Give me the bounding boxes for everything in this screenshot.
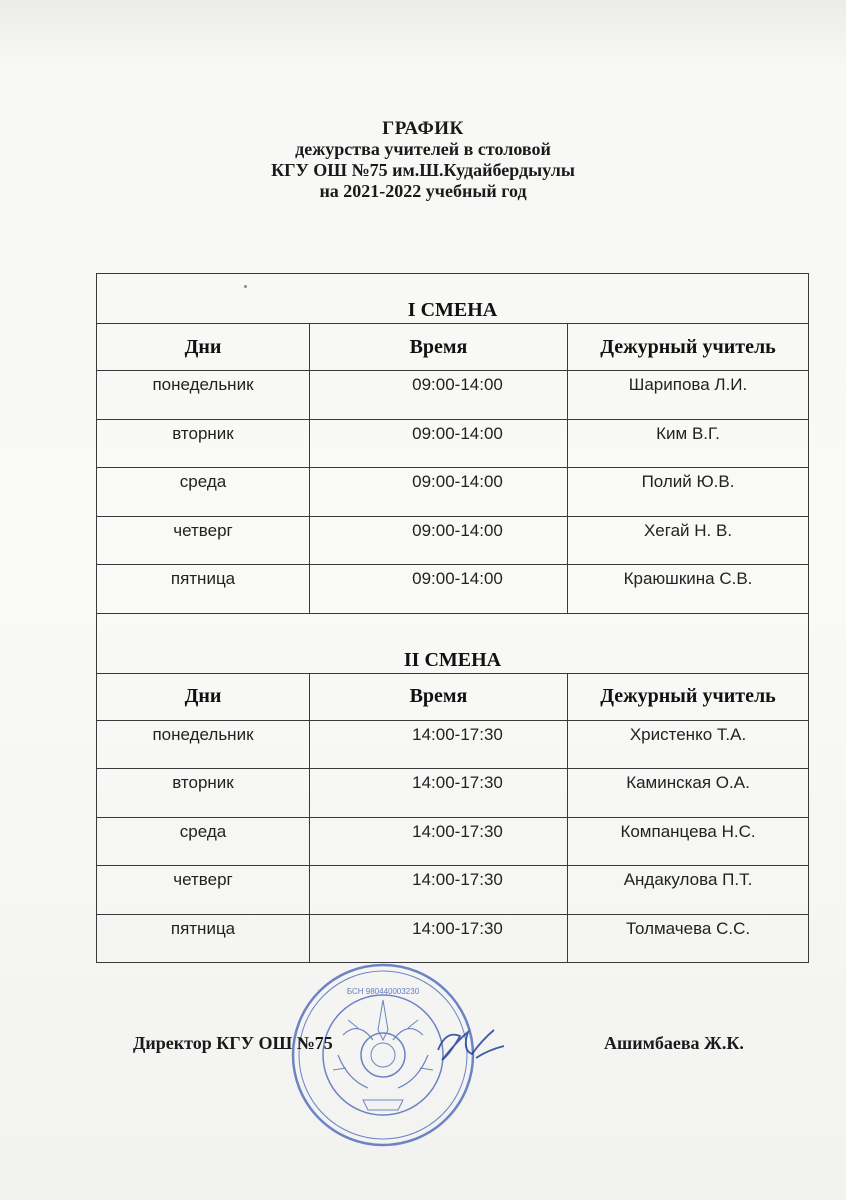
day-cell: среда bbox=[97, 817, 310, 866]
signature-icon bbox=[432, 1010, 512, 1080]
teacher-cell: Ким В.Г. bbox=[568, 419, 809, 468]
academic-year: на 2021-2022 учебный год bbox=[319, 181, 527, 201]
shift2-label: II СМЕНА bbox=[97, 613, 809, 673]
time-cell: 14:00-17:30 bbox=[310, 817, 568, 866]
time-cell: 14:00-17:30 bbox=[310, 866, 568, 915]
day-cell: среда bbox=[97, 468, 310, 517]
table-row bbox=[97, 565, 809, 614]
document-title: ГРАФИК bbox=[382, 118, 464, 139]
day-cell: вторник bbox=[97, 769, 310, 818]
header-time: Время bbox=[310, 324, 568, 371]
time-cell: 14:00-17:30 bbox=[310, 720, 568, 769]
shift2-column-headers bbox=[97, 673, 809, 720]
table-row bbox=[97, 914, 809, 963]
time-cell: 09:00-14:00 bbox=[310, 516, 568, 565]
teacher-cell: Толмачева С.С. bbox=[568, 914, 809, 963]
header-time: Время bbox=[310, 673, 568, 720]
teacher-cell: Компанцева Н.С. bbox=[568, 817, 809, 866]
table-row bbox=[97, 468, 809, 517]
teacher-cell: Шарипова Л.И. bbox=[568, 371, 809, 420]
shift1-column-headers bbox=[97, 324, 809, 371]
seal-text: БСН 980440003230 bbox=[346, 987, 420, 996]
header-days: Дни bbox=[97, 324, 310, 371]
header-teacher: Дежурный учитель bbox=[568, 673, 809, 720]
day-cell: четверг bbox=[97, 866, 310, 915]
shift1-header-row bbox=[97, 274, 809, 324]
header-teacher: Дежурный учитель bbox=[568, 324, 809, 371]
day-cell: понедельник bbox=[97, 720, 310, 769]
document-subtitle: дежурства учителей в столовой bbox=[295, 139, 551, 159]
duty-schedule-table bbox=[96, 273, 809, 963]
header-days: Дни bbox=[97, 673, 310, 720]
table-row bbox=[97, 817, 809, 866]
table-row bbox=[97, 516, 809, 565]
table-row bbox=[97, 866, 809, 915]
teacher-cell: Андакулова П.Т. bbox=[568, 866, 809, 915]
school-name: КГУ ОШ №75 им.Ш.Кудайбердыулы bbox=[271, 160, 575, 180]
time-cell: 14:00-17:30 bbox=[310, 914, 568, 963]
day-cell: вторник bbox=[97, 419, 310, 468]
table-row bbox=[97, 419, 809, 468]
time-cell: 09:00-14:00 bbox=[310, 419, 568, 468]
teacher-cell: Хегай Н. В. bbox=[568, 516, 809, 565]
day-cell: пятница bbox=[97, 914, 310, 963]
director-name: Ашимбаева Ж.К. bbox=[604, 1033, 744, 1053]
table-row bbox=[97, 769, 809, 818]
shift1-label: I СМЕНА bbox=[97, 274, 809, 324]
table-row bbox=[97, 371, 809, 420]
teacher-cell: Христенко Т.А. bbox=[568, 720, 809, 769]
day-cell: понедельник bbox=[97, 371, 310, 420]
director-label: Директор КГУ ОШ №75 bbox=[133, 1033, 333, 1053]
shift2-header-row bbox=[97, 613, 809, 673]
day-cell: пятница bbox=[97, 565, 310, 614]
time-cell: 09:00-14:00 bbox=[310, 565, 568, 614]
time-cell: 09:00-14:00 bbox=[310, 468, 568, 517]
teacher-cell: Каминская О.А. bbox=[568, 769, 809, 818]
time-cell: 14:00-17:30 bbox=[310, 769, 568, 818]
time-cell: 09:00-14:00 bbox=[310, 371, 568, 420]
teacher-cell: Полий Ю.В. bbox=[568, 468, 809, 517]
teacher-cell: Краюшкина С.В. bbox=[568, 565, 809, 614]
document-title-block bbox=[0, 118, 846, 202]
table-row bbox=[97, 720, 809, 769]
day-cell: четверг bbox=[97, 516, 310, 565]
